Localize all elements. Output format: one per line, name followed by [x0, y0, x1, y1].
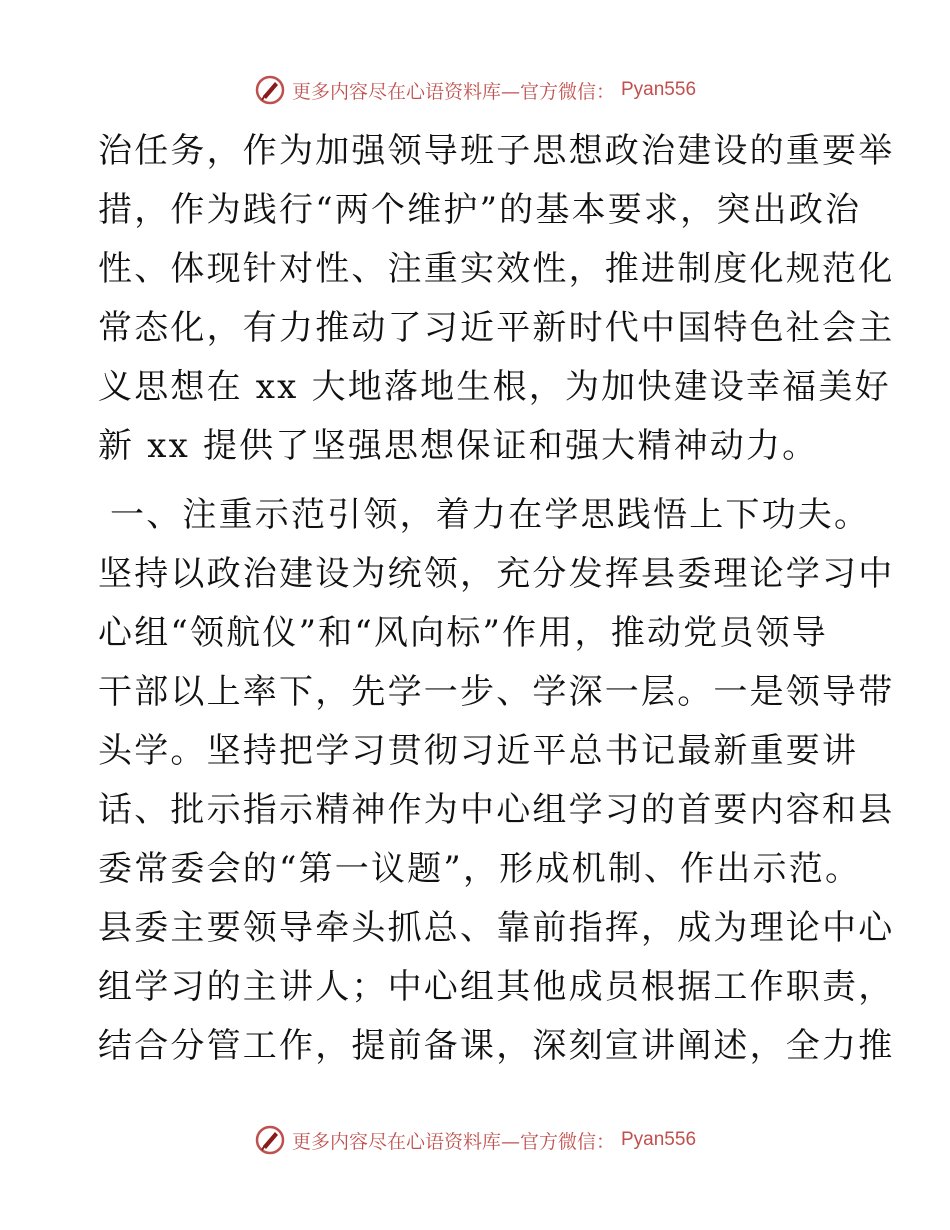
- text-line: 头学。坚持把学习贯彻习近平总书记最新重要讲: [98, 731, 859, 771]
- text-line: 心组“领航仪”和“风向标”作用，推动党员领导: [98, 613, 828, 653]
- banner-wechat-id: Pyan556: [621, 1129, 697, 1150]
- text-line: 新 xx 提供了坚强思想保证和强大精神动力。: [98, 426, 819, 466]
- quill-logo-icon: [254, 1124, 286, 1156]
- text-line: 结合分管工作，提前备课，深刻宣讲阐述，全力推: [98, 1026, 895, 1066]
- footer-watermark-banner: [0, 1120, 950, 1160]
- text-line: 治任务，作为加强领导班子思想政治建设的重要举: [98, 131, 895, 171]
- text-line: 坚持以政治建设为统领，充分发挥县委理论学习中: [98, 554, 895, 594]
- document-body: [98, 122, 895, 1076]
- text-line: 干部以上率下，先学一步、学深一层。一是领导带: [98, 672, 895, 712]
- text-line: 县委主要领导牵头抓总、靠前指挥，成为理论中心: [98, 908, 895, 948]
- banner-wechat-id: Pyan556: [621, 79, 697, 100]
- text-line: 义思想在 xx 大地落地生根，为加快建设幸福美好: [98, 367, 891, 407]
- text-line: 话、批示指示精神作为中心组学习的首要内容和县: [98, 790, 895, 830]
- text-line: 常态化，有力推动了习近平新时代中国特色社会主: [98, 308, 895, 348]
- section-heading: 一、注重示范引领，着力在学思践悟上下功夫。: [110, 495, 871, 535]
- header-watermark-banner: [0, 70, 950, 110]
- banner-text: 更多内容尽在心语资料库—官方微信：: [291, 80, 615, 103]
- banner-text: 更多内容尽在心语资料库—官方微信：: [291, 1130, 615, 1153]
- quill-logo-icon: [254, 74, 286, 106]
- text-line: 委常委会的“第一议题”，形成机制、作出示范。: [98, 849, 862, 889]
- text-line: 性、体现针对性、注重实效性，推进制度化规范化: [98, 249, 895, 289]
- text-line: 组学习的主讲人；中心组其他成员根据工作职责，: [98, 967, 895, 1007]
- text-line: 措，作为践行“两个维护”的基本要求，突出政治: [98, 190, 862, 230]
